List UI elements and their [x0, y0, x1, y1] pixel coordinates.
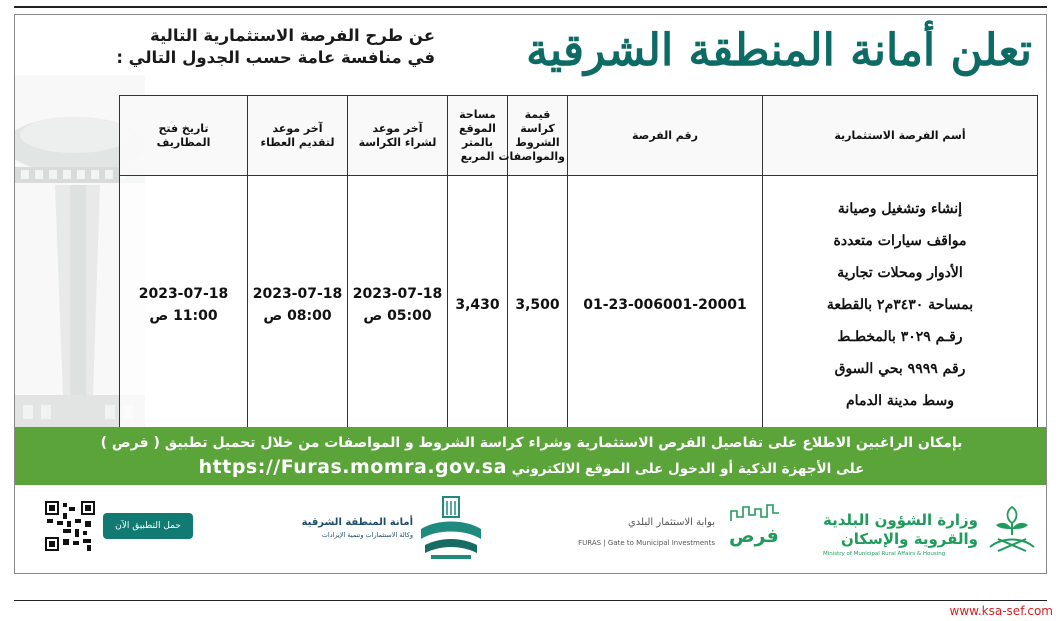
- last-purchase-date: 2023-07-18: [352, 285, 443, 302]
- booklet-price-cell: 3,500: [508, 176, 568, 434]
- envelope-opening-time: 11:00 ص: [149, 307, 218, 324]
- table-row: [120, 176, 1038, 434]
- top-rule: [14, 6, 1047, 8]
- header-site-area: [448, 96, 508, 176]
- header-last-submission-line: لتقديم العطاء: [260, 135, 335, 149]
- furas-website-link[interactable]: https://Furas.momra.gov.sa: [198, 456, 507, 478]
- envelope-opening-date: 2023-07-18: [138, 285, 229, 302]
- info-band-text: على الأجهزة الذكية أو الدخول على الموقع الالكتروني: [511, 461, 865, 477]
- opportunity-number-cell: 01-23-006001-20001: [568, 176, 763, 434]
- header-booklet-price-line: والمواصفات: [498, 149, 565, 163]
- header-envelope-opening-line: المظاريف: [156, 135, 211, 149]
- subheadline: [35, 25, 435, 69]
- envelope-opening-cell: [120, 176, 248, 434]
- opportunity-name-line: بمساحة ٣٤٣٠م٢ بالقطعة: [826, 296, 974, 313]
- download-app-button[interactable]: حمل التطبيق الآن: [103, 513, 193, 539]
- opportunity-name-cell: [763, 176, 1038, 434]
- ministry-name-line-2: والقروية والإسكان: [840, 530, 978, 548]
- header-last-submission-line: آخر موعد: [272, 121, 323, 135]
- logos-strip: [15, 487, 1047, 573]
- amana-logo-icon: [417, 495, 485, 565]
- amana-name: أمانة المنطقة الشرقية: [301, 517, 413, 528]
- ministry-text: [823, 511, 978, 557]
- qr-code-icon[interactable]: [45, 501, 95, 551]
- opportunity-name-line: مواقف سيارات متعددة: [833, 232, 967, 249]
- last-submission-cell: [248, 176, 348, 434]
- header-envelope-opening-line: تاريخ فتح: [158, 121, 209, 135]
- info-band: [15, 427, 1047, 485]
- furas-logo: [725, 495, 785, 565]
- amana-logo: [285, 495, 485, 565]
- table-header-row: [120, 96, 1038, 176]
- header-opportunity-number: رقم الفرصة: [568, 96, 763, 176]
- ministry-name-line-1: وزارة الشؤون البلدية: [822, 511, 978, 529]
- header-envelope-opening: [120, 96, 248, 176]
- header-booklet-price-line: كراسة: [520, 121, 555, 135]
- amana-subtitle: وكالة الاستثمارات وتنمية الإيرادات: [321, 531, 413, 539]
- subheadline-line-1: عن طرح الفرصة الاستثمارية التالية: [149, 26, 435, 45]
- opportunity-name-line: الأدوار ومحلات تجارية: [837, 264, 963, 281]
- portal-arabic-name: بوابة الاستثمار البلدي: [627, 517, 715, 528]
- opportunity-name-line: وسط مدينة الدمام: [846, 392, 954, 409]
- last-purchase-time: 05:00 ص: [363, 307, 432, 324]
- info-band-line-1: بإمكان الراغبين الاطلاع على تفاصيل الفرص الاستثمارية وشراء كراسة الشروط و المواصفات من خلال تحميل تطبيق ( فرص ): [100, 435, 963, 451]
- subheadline-line-2: في منافسة عامة حسب الجدول التالي :: [116, 48, 435, 67]
- last-submission-date: 2023-07-18: [252, 285, 343, 302]
- headline: تعلن أمانة المنطقة الشرقية: [526, 25, 1032, 76]
- opportunity-name-line: رقم ٩٩٩٩ بحي السوق: [834, 360, 966, 377]
- investment-portal-label: [540, 495, 715, 565]
- header-site-area-line: المربع: [460, 149, 495, 163]
- source-site-link[interactable]: www.ksa-sef.com: [949, 604, 1053, 618]
- furas-wordmark: فرص: [729, 525, 779, 547]
- header-last-purchase-line: لشراء الكراسة: [358, 135, 437, 149]
- bottom-rule: [14, 600, 1047, 601]
- header-site-area-line: مساحة: [459, 107, 496, 121]
- advertisement: [14, 14, 1047, 574]
- header-last-submission: [248, 96, 348, 176]
- site-area-cell: 3,430: [448, 176, 508, 434]
- amana-text: [302, 517, 413, 539]
- header-opportunity-name: أسم الفرصة الاستثمارية: [763, 96, 1038, 176]
- ministry-english-name: Ministry of Municipal Rural Affairs & Housing: [822, 551, 946, 557]
- last-submission-time: 08:00 ص: [263, 307, 332, 324]
- opportunities-table: [119, 95, 1038, 434]
- ad-header: [15, 15, 1047, 93]
- portal-english-name: FURAS | Gate to Municipal Investments: [578, 539, 715, 547]
- header-booklet-price-line: الشروط: [515, 135, 560, 149]
- ministry-emblem-icon: [984, 501, 1040, 557]
- opportunity-name-line: إنشاء وتشغيل وصيانة: [837, 200, 963, 217]
- furas-logo-icon: [729, 503, 781, 523]
- header-last-purchase: [348, 96, 448, 176]
- header-booklet-price-line: قيمة: [524, 107, 551, 121]
- opportunity-name-line: رقـم ٣٠٢٩ بالمخطـط: [837, 328, 963, 345]
- last-purchase-cell: [348, 176, 448, 434]
- header-booklet-price: [498, 96, 568, 176]
- header-site-area-line: الموقع بالمتر: [459, 121, 496, 149]
- info-band-line-2: [15, 455, 1047, 481]
- ministry-logo: [815, 495, 1040, 565]
- header-last-purchase-line: آخر موعد: [372, 121, 423, 135]
